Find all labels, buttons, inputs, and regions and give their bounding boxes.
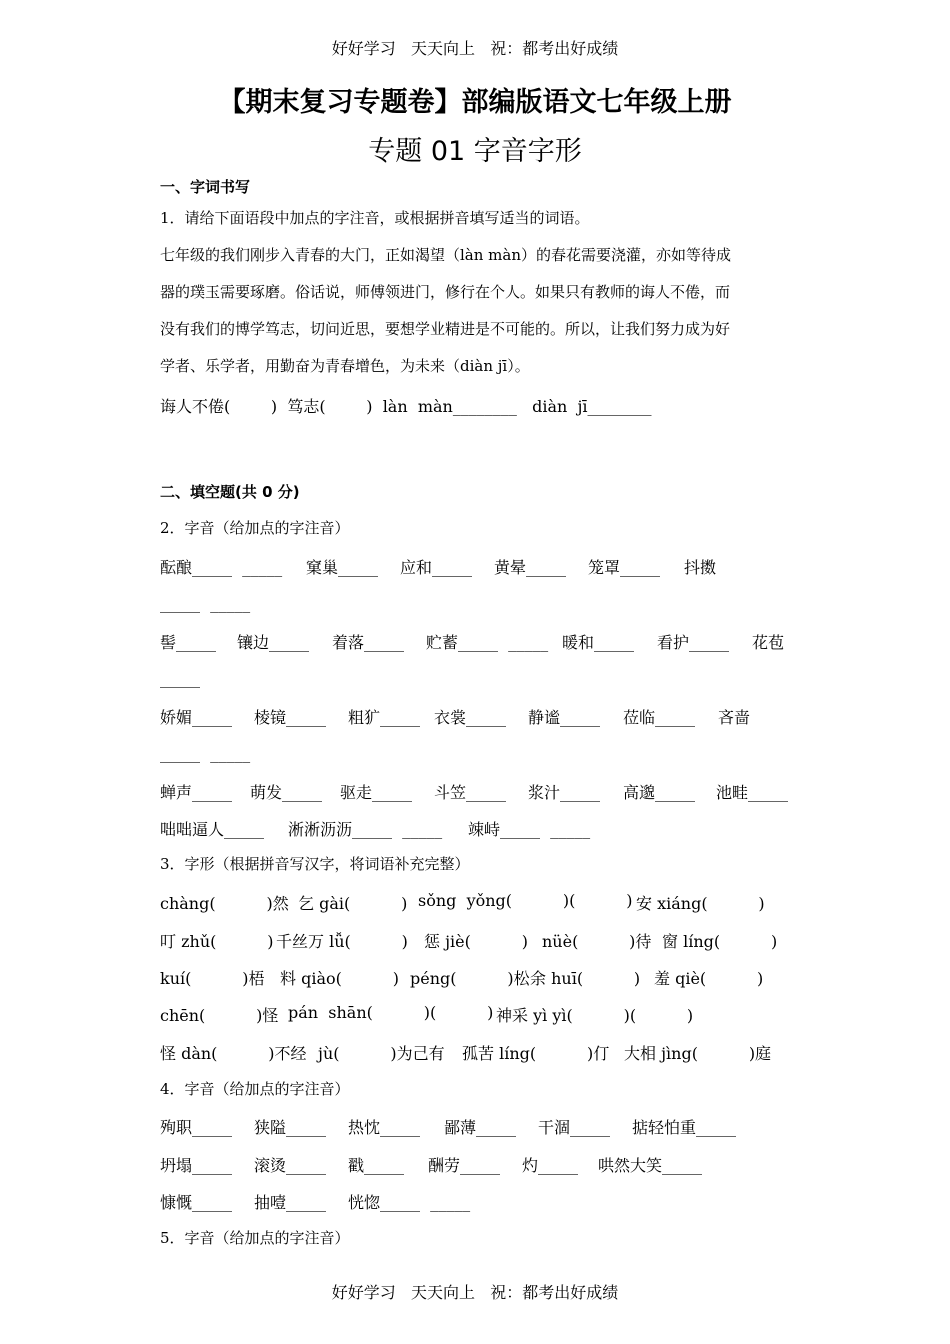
answer-item: 黄晕_____ xyxy=(494,558,567,577)
answer-item: 酝酿_____ _____ xyxy=(160,558,283,577)
answer-item: 羞 qiè( ) xyxy=(654,969,764,988)
answer-item: 咄咄逼人_____ xyxy=(160,820,265,839)
answer-item: 看护_____ xyxy=(657,633,730,652)
answer-item: 掂轻怕重_____ xyxy=(632,1118,737,1137)
answer-item: _____ _____ xyxy=(160,744,251,763)
passage-line: 七年级的我们刚步入青春的大门，正如渴望（làn màn）的春花需要浇灌，亦如等待成 xyxy=(160,246,731,264)
answer-item: 淅淅沥沥_____ _____ xyxy=(288,820,443,839)
answer-item: sǒng yǒng( )( ) xyxy=(418,891,633,910)
answer-item: 千丝万 lǚ( ) xyxy=(276,932,408,951)
answer-item: pán shān( )( ) xyxy=(288,1003,494,1022)
answer-item: 抽噎_____ xyxy=(254,1193,327,1212)
answer-item: 哄然大笑_____ xyxy=(598,1156,703,1175)
question-2-row xyxy=(160,744,800,768)
answer-item: 花苞 xyxy=(752,633,785,652)
question-5-prompt: 5．字音（给加点的字注音） xyxy=(160,1229,350,1247)
answer-item: jù( )为己有 xyxy=(318,1044,445,1063)
passage-line: 学者、乐学者，用勤奋为青春增色，为未来（diàn jī）。 xyxy=(160,357,530,375)
answer-item: 干涸_____ xyxy=(538,1118,611,1137)
answer-item: 安 xiáng( ) xyxy=(636,894,765,913)
question-2-row xyxy=(160,630,800,654)
answer-item: 恍惚_____ _____ xyxy=(348,1193,471,1212)
answer-item: 池畦_____ xyxy=(716,783,789,802)
question-4-prompt: 4．字音（给加点的字注音） xyxy=(160,1080,350,1098)
answer-item: 叮 zhǔ( ) xyxy=(160,932,274,951)
answer-item: 慷慨_____ xyxy=(160,1193,233,1212)
question-1-prompt: 1．请给下面语段中加点的字注音，或根据拼音填写适当的词语。 xyxy=(160,209,590,227)
answer-item: 大相 jìng( )庭 xyxy=(624,1044,772,1063)
answer-item: 神采 yì yì( )( ) xyxy=(496,1006,694,1025)
answer-item: 镶边_____ xyxy=(237,633,310,652)
answer-item: 衣裳_____ xyxy=(434,708,507,727)
answer-item: 鄙薄_____ xyxy=(444,1118,517,1137)
question-2-row xyxy=(160,817,800,841)
passage-line: 没有我们的博学笃志，切问近思，要想学业精进是不可能的。所以，让我们努力成为好 xyxy=(160,320,731,338)
answer-item: 萌发_____ xyxy=(250,783,323,802)
question-2-row xyxy=(160,669,800,693)
answer-item: 抖擞 xyxy=(684,558,717,577)
answer-item: 驱走_____ xyxy=(340,783,413,802)
question-4-row xyxy=(160,1190,800,1214)
answer-item: 粗犷_____ xyxy=(348,708,421,727)
question-3-row xyxy=(160,891,800,915)
question-4-row xyxy=(160,1153,800,1177)
answer-item: 殉职_____ xyxy=(160,1118,233,1137)
answer-item: 惩 jiè( ) xyxy=(424,932,528,951)
answer-item: 窠巢_____ xyxy=(306,558,379,577)
question-2-prompt: 2．字音（给加点的字注音） xyxy=(160,519,350,537)
answer-item: 髻_____ xyxy=(160,633,217,652)
answer-item: 棱镜_____ xyxy=(254,708,327,727)
answer-item: 酬劳_____ xyxy=(428,1156,501,1175)
answer-item: 斗笠_____ xyxy=(434,783,507,802)
answer-item: 暖和_____ xyxy=(562,633,635,652)
question-3-row xyxy=(160,1041,800,1065)
answer-item: 热忱_____ xyxy=(348,1118,421,1137)
passage-line: 器的璞玉需要琢磨。俗话说，师傅领进门，修行在个人。如果只有教师的诲人不倦，而 xyxy=(160,283,731,301)
page-footer: 好好学习 天天向上 祝：都考出好成绩 xyxy=(331,1283,619,1302)
question-3-prompt: 3．字形（根据拼音写汉字，将词语补充完整） xyxy=(160,855,470,873)
section-heading-1: 一、字词书写 xyxy=(160,178,251,196)
answer-item: _____ xyxy=(160,669,200,688)
question-2-row xyxy=(160,780,800,804)
answer-item: 笼罩_____ xyxy=(588,558,661,577)
answer-item: 孤苦 líng( )仃 xyxy=(462,1044,610,1063)
answer-item: 蝉声_____ xyxy=(160,783,233,802)
answer-item: 高邈_____ xyxy=(623,783,696,802)
answer-item: 竦峙_____ _____ xyxy=(468,820,591,839)
answer-item: chēn( )怪 xyxy=(160,1006,279,1025)
answer-item: 滚烫_____ xyxy=(254,1156,327,1175)
question-3-row xyxy=(160,929,800,953)
question-1-answer-line: 诲人不倦( ) 笃志( ) làn màn________ diàn jī________ xyxy=(160,397,652,416)
document-subtitle: 专题 01 字音字形 xyxy=(368,136,582,167)
answer-item: 余 huī( ) xyxy=(530,969,641,988)
question-3-row xyxy=(160,966,800,990)
section-heading-2: 二、填空题(共 0 分) xyxy=(160,483,300,501)
answer-item: 坍塌_____ xyxy=(160,1156,233,1175)
answer-item: 应和_____ xyxy=(400,558,473,577)
answer-item: 贮蓄_____ _____ xyxy=(426,633,549,652)
answer-item: 怪 dàn( )不经 xyxy=(160,1044,307,1063)
answer-item: péng( )松 xyxy=(410,969,530,988)
question-3-row xyxy=(160,1003,800,1027)
answer-item: _____ _____ xyxy=(160,594,251,613)
answer-item: chàng( )然 xyxy=(160,894,289,913)
answer-item: 吝啬 xyxy=(718,708,751,727)
answer-item: 窗 líng( ) xyxy=(662,932,778,951)
answer-item: 乞 gài( ) xyxy=(298,894,408,913)
answer-item: kuí( )梧 xyxy=(160,969,265,988)
question-2-row xyxy=(160,705,800,729)
page-header: 好好学习 天天向上 祝：都考出好成绩 xyxy=(331,39,619,58)
answer-item: nüè( )待 xyxy=(542,932,652,951)
answer-item: 灼_____ xyxy=(522,1156,579,1175)
answer-item: 娇媚_____ xyxy=(160,708,233,727)
answer-item: 料 qiào( ) xyxy=(280,969,399,988)
question-2-row xyxy=(160,555,800,579)
question-4-row xyxy=(160,1115,800,1139)
answer-item: 狭隘_____ xyxy=(254,1118,327,1137)
answer-item: 戳_____ xyxy=(348,1156,405,1175)
answer-item: 着落_____ xyxy=(332,633,405,652)
answer-item: 浆汁_____ xyxy=(528,783,601,802)
document-title: 【期末复习专题卷】部编版语文七年级上册 xyxy=(218,87,732,118)
answer-item: 莅临_____ xyxy=(623,708,696,727)
question-2-row xyxy=(160,594,800,618)
answer-item: 静谧_____ xyxy=(528,708,601,727)
